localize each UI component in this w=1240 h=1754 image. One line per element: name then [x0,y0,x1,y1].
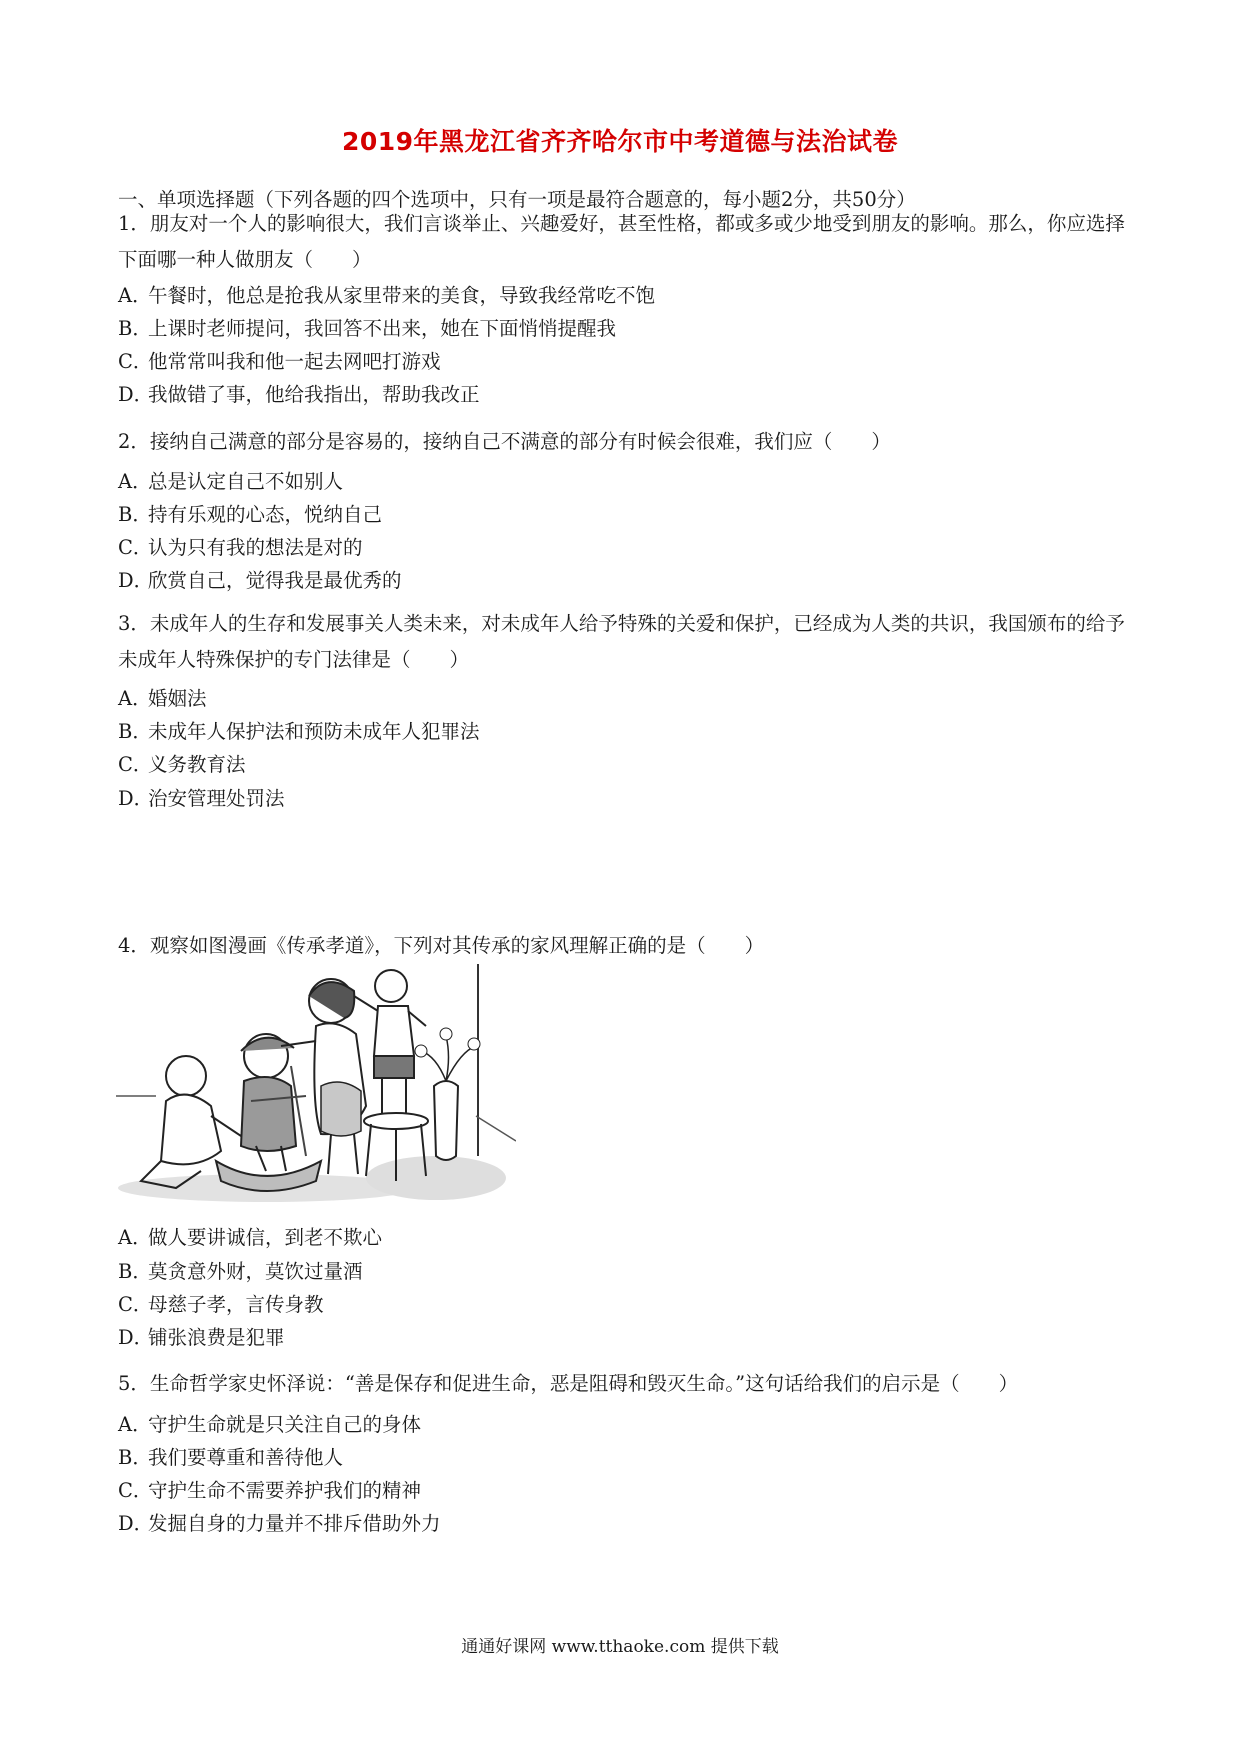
comic-illustration [116,956,516,1208]
question-4-option-b: B．莫贪意外财，莫饮过量酒 [118,1260,363,1283]
question-4-option-a: A．做人要讲诚信，到老不欺心 [118,1226,383,1249]
question-5-option-c: C．守护生命不需要养护我们的精神 [118,1479,422,1502]
question-3-option-a: A．婚姻法 [118,687,207,710]
question-2-option-d: D．欣赏自己，觉得我是最优秀的 [118,569,402,592]
question-5-option-a: A．守护生命就是只关注自己的身体 [118,1413,422,1436]
question-4-stem: 4．观察如图漫画《传承孝道》，下列对其传承的家风理解正确的是（ ） [118,934,765,957]
page-title: 2019年黑龙江省齐齐哈尔市中考道德与法治试卷 [341,127,899,156]
section-heading: 一、单项选择题（下列各题的四个选项中，只有一项是最符合题意的，每小题2分，共50分） [118,188,916,211]
question-1-option-a: A．午餐时，他总是抢我从家里带来的美食，导致我经常吃不饱 [118,284,656,307]
question-2-option-a: A．总是认定自己不如别人 [118,470,344,493]
question-3-stem: 3．未成年人的生存和发展事关人类未来，对未成年人给予特殊的关爱和保护，已经成为人类的共识，我国颁布的给予未成年人特殊保护的专门法律是（ ） [118,612,1125,671]
question-5-stem: 5．生命哲学家史怀泽说：“善是保存和促进生命，恶是阻碍和毁灭生命。”这句话给我们的启示是（ ） [118,1372,1019,1395]
question-3-option-c: C．义务教育法 [118,753,246,776]
question-1-stem: 1．朋友对一个人的影响很大，我们言谈举止、兴趣爱好，甚至性格，都或多或少地受到朋友的影响。那么，你应选择下面哪一种人做朋友（ ） [118,212,1125,271]
question-4-option-c: C．母慈子孝，言传身教 [118,1293,324,1316]
question-1-option-d: D．我做错了事，他给我指出，帮助我改正 [118,383,480,406]
page-footer: 通通好课网 www.tthaoke.com 提供下载 [461,1637,779,1657]
question-2-stem: 2．接纳自己满意的部分是容易的，接纳自己不满意的部分有时候会很难，我们应（ ） [118,430,891,453]
question-3-option-d: D．治安管理处罚法 [118,787,285,810]
question-1-option-b: B．上课时老师提问，我回答不出来，她在下面悄悄提醒我 [118,317,617,340]
question-2-option-c: C．认为只有我的想法是对的 [118,536,363,559]
question-5-option-d: D．发掘自身的力量并不排斥借助外力 [118,1512,441,1535]
question-4-option-d: D．铺张浪费是犯罪 [118,1326,285,1349]
question-5-option-b: B．我们要尊重和善待他人 [118,1446,344,1469]
question-1-option-c: C．他常常叫我和他一起去网吧打游戏 [118,350,441,373]
question-2-option-b: B．持有乐观的心态，悦纳自己 [118,503,383,526]
question-3-option-b: B．未成年人保护法和预防未成年人犯罪法 [118,720,480,743]
